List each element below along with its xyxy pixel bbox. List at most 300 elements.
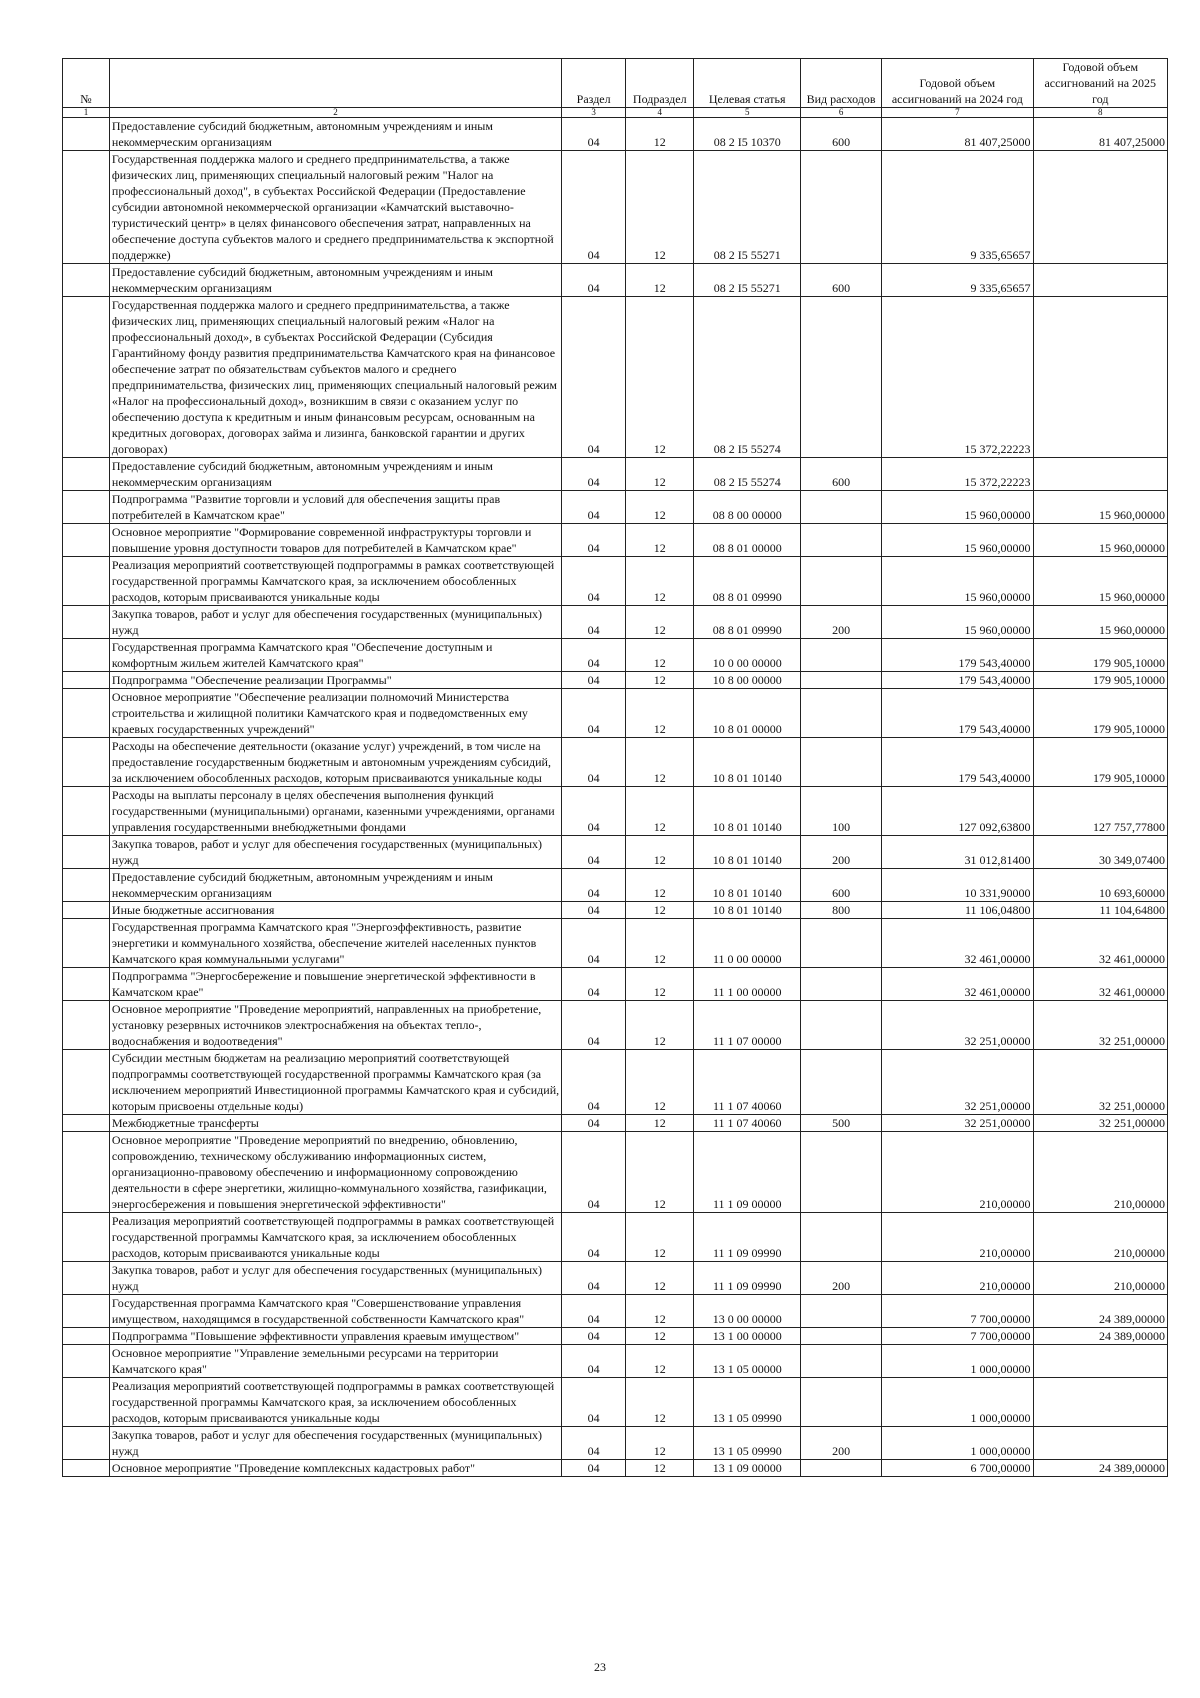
cell-index	[63, 902, 110, 919]
cell-index	[63, 1001, 110, 1050]
cell-target-article: 08 2 I5 55274	[694, 297, 801, 458]
cell-amount-2025: 179 905,10000	[1033, 639, 1167, 672]
table-row	[63, 902, 1168, 919]
cell-amount-2024: 15 960,00000	[882, 491, 1033, 524]
cell-section: 04	[562, 524, 626, 557]
table-row	[63, 297, 1168, 458]
cell-target-article: 11 1 09 09990	[694, 1262, 801, 1295]
cell-subsection: 12	[626, 458, 694, 491]
cell-section: 04	[562, 968, 626, 1001]
cell-name: Государственная программа Камчатского края "Обеспечение доступным и комфортным жильем жителей Камчатского края"	[109, 639, 561, 672]
cell-target-article: 08 2 I5 10370	[694, 118, 801, 151]
cell-name: Предоставление субсидий бюджетным, автономным учреждениям и иным некоммерческим организациям	[109, 869, 561, 902]
cell-index	[63, 1132, 110, 1213]
cell-index	[63, 1213, 110, 1262]
cell-amount-2024: 7 700,00000	[882, 1295, 1033, 1328]
cell-section: 04	[562, 787, 626, 836]
colnum: 7	[882, 108, 1033, 118]
cell-amount-2025: 179 905,10000	[1033, 672, 1167, 689]
cell-subsection: 12	[626, 491, 694, 524]
cell-subsection: 12	[626, 1460, 694, 1477]
cell-amount-2025: 24 389,00000	[1033, 1460, 1167, 1477]
cell-amount-2024: 32 251,00000	[882, 1050, 1033, 1115]
cell-amount-2025	[1033, 1345, 1167, 1378]
cell-name: Основное мероприятие "Проведение мероприятий по внедрению, обновлению, сопровождению, техническому обслуживанию информационных систем, организационно-правовому обеспечению и информационному сопровождению деятельности в сфере энергетики, жилищно-коммунального хозяйства, газификации, энергосбережения и повышения энергетической эффективности"	[109, 1132, 561, 1213]
cell-expense-type: 200	[801, 836, 882, 869]
cell-target-article: 08 2 I5 55271	[694, 151, 801, 264]
cell-expense-type	[801, 524, 882, 557]
cell-amount-2025	[1033, 151, 1167, 264]
cell-name: Предоставление субсидий бюджетным, автономным учреждениям и иным некоммерческим организациям	[109, 458, 561, 491]
cell-subsection: 12	[626, 1328, 694, 1345]
cell-target-article: 08 8 01 09990	[694, 557, 801, 606]
cell-amount-2024: 9 335,65657	[882, 151, 1033, 264]
cell-expense-type	[801, 1345, 882, 1378]
cell-name: Государственная поддержка малого и среднего предпринимательства, а также физических лиц, применяющих специальный налоговый режим "Налог на профессиональный доход", в субъектах Российской Федерации (Предоставление субсидии автономной некоммерческой организации «Камчатский выставочно-туристический центр» в целях финансового обеспечения затрат, направленных на обеспечение доступа субъектов малого и среднего предпринимательства к экспортной поддержке)	[109, 151, 561, 264]
cell-expense-type	[801, 491, 882, 524]
cell-section: 04	[562, 738, 626, 787]
cell-section: 04	[562, 1345, 626, 1378]
table-row	[63, 606, 1168, 639]
cell-subsection: 12	[626, 557, 694, 606]
cell-target-article: 13 1 09 00000	[694, 1460, 801, 1477]
cell-amount-2025: 32 461,00000	[1033, 968, 1167, 1001]
table-row	[63, 1378, 1168, 1427]
cell-name: Подпрограмма "Повышение эффективности управления краевым имуществом"	[109, 1328, 561, 1345]
cell-index	[63, 118, 110, 151]
cell-target-article: 08 8 00 00000	[694, 491, 801, 524]
cell-target-article: 11 1 09 09990	[694, 1213, 801, 1262]
cell-amount-2024: 1 000,00000	[882, 1427, 1033, 1460]
cell-expense-type: 600	[801, 458, 882, 491]
cell-amount-2025: 210,00000	[1033, 1213, 1167, 1262]
cell-subsection: 12	[626, 264, 694, 297]
colnum: 6	[801, 108, 882, 118]
cell-subsection: 12	[626, 118, 694, 151]
header-expense-type: Вид расходов	[801, 59, 882, 108]
cell-amount-2024: 10 331,90000	[882, 869, 1033, 902]
cell-amount-2024: 31 012,81400	[882, 836, 1033, 869]
cell-amount-2025: 15 960,00000	[1033, 524, 1167, 557]
cell-name: Реализация мероприятий соответствующей подпрограммы в рамках соответствующей государственной программы Камчатского края, за исключением обособленных расходов, которым присваиваются уникальные коды	[109, 1213, 561, 1262]
cell-amount-2025: 32 251,00000	[1033, 1050, 1167, 1115]
header-row	[63, 59, 1168, 108]
cell-expense-type: 600	[801, 869, 882, 902]
cell-index	[63, 639, 110, 672]
cell-subsection: 12	[626, 1378, 694, 1427]
cell-expense-type	[801, 672, 882, 689]
cell-name: Основное мероприятие "Проведение комплексных кадастровых работ"	[109, 1460, 561, 1477]
table-row	[63, 1115, 1168, 1132]
table-body	[63, 118, 1168, 1477]
cell-target-article: 08 2 I5 55274	[694, 458, 801, 491]
cell-target-article: 08 8 01 09990	[694, 606, 801, 639]
cell-expense-type: 200	[801, 606, 882, 639]
cell-amount-2025: 15 960,00000	[1033, 606, 1167, 639]
cell-expense-type: 200	[801, 1262, 882, 1295]
cell-expense-type	[801, 1378, 882, 1427]
cell-amount-2024: 210,00000	[882, 1262, 1033, 1295]
cell-subsection: 12	[626, 1345, 694, 1378]
cell-section: 04	[562, 297, 626, 458]
cell-subsection: 12	[626, 919, 694, 968]
cell-section: 04	[562, 869, 626, 902]
table-row	[63, 1213, 1168, 1262]
header-section: Раздел	[562, 59, 626, 108]
cell-expense-type: 100	[801, 787, 882, 836]
cell-amount-2024: 32 461,00000	[882, 968, 1033, 1001]
cell-section: 04	[562, 836, 626, 869]
cell-name: Закупка товаров, работ и услуг для обеспечения государственных (муниципальных) нужд	[109, 1427, 561, 1460]
cell-name: Основное мероприятие "Проведение мероприятий, направленных на приобретение, установку резервных источников электроснабжения на объектах тепло-, водоснабжения и водоотведения"	[109, 1001, 561, 1050]
cell-target-article: 11 1 07 40060	[694, 1050, 801, 1115]
cell-name: Основное мероприятие "Управление земельными ресурсами на территории Камчатского края"	[109, 1345, 561, 1378]
cell-expense-type	[801, 557, 882, 606]
cell-name: Предоставление субсидий бюджетным, автономным учреждениям и иным некоммерческим организациям	[109, 118, 561, 151]
cell-amount-2025: 15 960,00000	[1033, 491, 1167, 524]
cell-section: 04	[562, 689, 626, 738]
table-row	[63, 787, 1168, 836]
cell-section: 04	[562, 557, 626, 606]
cell-index	[63, 1345, 110, 1378]
cell-index	[63, 1460, 110, 1477]
table-row	[63, 458, 1168, 491]
cell-name: Межбюджетные трансферты	[109, 1115, 561, 1132]
cell-target-article: 11 1 07 00000	[694, 1001, 801, 1050]
table-row	[63, 1427, 1168, 1460]
cell-amount-2025	[1033, 297, 1167, 458]
cell-section: 04	[562, 1213, 626, 1262]
cell-target-article: 13 1 05 09990	[694, 1378, 801, 1427]
cell-target-article: 10 0 00 00000	[694, 639, 801, 672]
table-row	[63, 1328, 1168, 1345]
cell-expense-type	[801, 919, 882, 968]
cell-target-article: 11 1 07 40060	[694, 1115, 801, 1132]
cell-section: 04	[562, 1378, 626, 1427]
cell-subsection: 12	[626, 1427, 694, 1460]
cell-expense-type	[801, 297, 882, 458]
table-row	[63, 264, 1168, 297]
cell-name: Предоставление субсидий бюджетным, автономным учреждениям и иным некоммерческим организациям	[109, 264, 561, 297]
table-row	[63, 919, 1168, 968]
cell-amount-2024: 179 543,40000	[882, 689, 1033, 738]
table-row	[63, 869, 1168, 902]
table-row	[63, 639, 1168, 672]
table-row	[63, 1262, 1168, 1295]
cell-amount-2025: 10 693,60000	[1033, 869, 1167, 902]
cell-amount-2024: 15 960,00000	[882, 557, 1033, 606]
cell-expense-type	[801, 639, 882, 672]
cell-subsection: 12	[626, 639, 694, 672]
table-row	[63, 118, 1168, 151]
cell-amount-2025	[1033, 1427, 1167, 1460]
cell-target-article: 10 8 01 10140	[694, 787, 801, 836]
cell-index	[63, 919, 110, 968]
cell-amount-2025: 210,00000	[1033, 1262, 1167, 1295]
cell-index	[63, 672, 110, 689]
cell-index	[63, 491, 110, 524]
cell-target-article: 13 1 05 09990	[694, 1427, 801, 1460]
cell-subsection: 12	[626, 836, 694, 869]
cell-amount-2024: 7 700,00000	[882, 1328, 1033, 1345]
cell-subsection: 12	[626, 606, 694, 639]
cell-target-article: 10 8 01 00000	[694, 689, 801, 738]
header-name	[109, 59, 561, 108]
cell-amount-2024: 9 335,65657	[882, 264, 1033, 297]
cell-name: Реализация мероприятий соответствующей подпрограммы в рамках соответствующей государственной программы Камчатского края, за исключением обособленных расходов, которым присваиваются уникальные коды	[109, 1378, 561, 1427]
cell-expense-type: 500	[801, 1115, 882, 1132]
cell-section: 04	[562, 1328, 626, 1345]
cell-amount-2024: 32 461,00000	[882, 919, 1033, 968]
cell-expense-type	[801, 1213, 882, 1262]
cell-index	[63, 1378, 110, 1427]
cell-expense-type	[801, 1295, 882, 1328]
cell-name: Государственная программа Камчатского края "Совершенствование управления имуществом, находящимся в государственной собственности Камчатского края"	[109, 1295, 561, 1328]
cell-amount-2024: 179 543,40000	[882, 639, 1033, 672]
colnum: 2	[109, 108, 561, 118]
cell-amount-2025: 81 407,25000	[1033, 118, 1167, 151]
cell-amount-2025: 179 905,10000	[1033, 738, 1167, 787]
cell-target-article: 10 8 01 10140	[694, 869, 801, 902]
cell-subsection: 12	[626, 689, 694, 738]
table-row	[63, 151, 1168, 264]
cell-section: 04	[562, 1050, 626, 1115]
table-row	[63, 1050, 1168, 1115]
cell-expense-type	[801, 689, 882, 738]
header-no: №	[63, 59, 110, 108]
header-target: Целевая статья	[694, 59, 801, 108]
cell-index	[63, 458, 110, 491]
colnum: 5	[694, 108, 801, 118]
cell-section: 04	[562, 1115, 626, 1132]
cell-target-article: 10 8 01 10140	[694, 902, 801, 919]
cell-section: 04	[562, 1460, 626, 1477]
cell-name: Основное мероприятие "Обеспечение реализации полномочий Министерства строительства и жилищной политики Камчатского края и подведомственных ему краевых государственных учреждений"	[109, 689, 561, 738]
cell-amount-2024: 127 092,63800	[882, 787, 1033, 836]
cell-amount-2024: 210,00000	[882, 1213, 1033, 1262]
cell-name: Государственная поддержка малого и среднего предпринимательства, а также физических лиц, применяющих специальный налоговый режим «Налог на профессиональный доход», в субъектах Российской Федерации (Субсидия Гарантийному фонду развития предпринимательства Камчатского края на финансовое обеспечение затрат по обязательствам субъектов малого и среднего предпринимательства, физических лиц, применяющих специальный налоговый режим «Налог на профессиональный доход», возникшим в связи с оказанием услуг по обеспечению доступа к кредитным и иным финансовым ресурсам, основанным на кредитных договорах, договорах займа и лизинга, банковской гарантии и других договорах)	[109, 297, 561, 458]
cell-subsection: 12	[626, 1050, 694, 1115]
cell-index	[63, 297, 110, 458]
cell-amount-2024: 32 251,00000	[882, 1001, 1033, 1050]
cell-name: Подпрограмма "Обеспечение реализации Программы"	[109, 672, 561, 689]
cell-amount-2024: 81 407,25000	[882, 118, 1033, 151]
cell-index	[63, 787, 110, 836]
cell-name: Закупка товаров, работ и услуг для обеспечения государственных (муниципальных) нужд	[109, 1262, 561, 1295]
colnum: 3	[562, 108, 626, 118]
cell-subsection: 12	[626, 1001, 694, 1050]
cell-expense-type: 200	[801, 1427, 882, 1460]
cell-subsection: 12	[626, 297, 694, 458]
cell-subsection: 12	[626, 968, 694, 1001]
cell-index	[63, 606, 110, 639]
cell-amount-2025	[1033, 1378, 1167, 1427]
cell-target-article: 13 0 00 00000	[694, 1295, 801, 1328]
cell-subsection: 12	[626, 787, 694, 836]
cell-expense-type	[801, 738, 882, 787]
cell-amount-2025: 32 251,00000	[1033, 1115, 1167, 1132]
cell-amount-2024: 11 106,04800	[882, 902, 1033, 919]
cell-target-article: 11 1 00 00000	[694, 968, 801, 1001]
page-number: 23	[594, 1660, 606, 1674]
cell-amount-2024: 15 960,00000	[882, 606, 1033, 639]
cell-name: Расходы на выплаты персоналу в целях обеспечения выполнения функций государственными (муниципальными) органами, казенными учреждениями, органами управления государственными внебюджетными фондами	[109, 787, 561, 836]
cell-expense-type	[801, 1460, 882, 1477]
cell-section: 04	[562, 1427, 626, 1460]
cell-amount-2025: 24 389,00000	[1033, 1295, 1167, 1328]
cell-expense-type	[801, 968, 882, 1001]
cell-target-article: 11 1 09 00000	[694, 1132, 801, 1213]
cell-index	[63, 1328, 110, 1345]
cell-target-article: 11 0 00 00000	[694, 919, 801, 968]
cell-amount-2025: 32 461,00000	[1033, 919, 1167, 968]
cell-amount-2024: 179 543,40000	[882, 672, 1033, 689]
cell-expense-type	[801, 1050, 882, 1115]
cell-amount-2024: 15 372,22223	[882, 297, 1033, 458]
header-2024: Годовой объем ассигнований на 2024 год	[882, 59, 1033, 108]
header-2025: Годовой объем ассигнований на 2025 год	[1033, 59, 1167, 108]
table-row	[63, 524, 1168, 557]
cell-expense-type	[801, 1001, 882, 1050]
cell-target-article: 10 8 01 10140	[694, 738, 801, 787]
cell-index	[63, 836, 110, 869]
cell-subsection: 12	[626, 869, 694, 902]
table-row	[63, 1345, 1168, 1378]
table-row	[63, 491, 1168, 524]
cell-subsection: 12	[626, 1213, 694, 1262]
cell-target-article: 10 8 01 10140	[694, 836, 801, 869]
cell-subsection: 12	[626, 902, 694, 919]
cell-subsection: 12	[626, 1115, 694, 1132]
cell-section: 04	[562, 919, 626, 968]
cell-section: 04	[562, 902, 626, 919]
cell-index	[63, 524, 110, 557]
cell-index	[63, 968, 110, 1001]
cell-name: Основное мероприятие "Формирование современной инфраструктуры торговли и повышение уровня доступности товаров для потребителей в Камчатском крае"	[109, 524, 561, 557]
cell-amount-2025: 210,00000	[1033, 1132, 1167, 1213]
cell-index	[63, 1050, 110, 1115]
cell-index	[63, 1295, 110, 1328]
cell-target-article: 13 1 00 00000	[694, 1328, 801, 1345]
cell-amount-2025	[1033, 264, 1167, 297]
cell-amount-2024: 179 543,40000	[882, 738, 1033, 787]
header-subsection: Подраздел	[626, 59, 694, 108]
table-row	[63, 672, 1168, 689]
cell-section: 04	[562, 118, 626, 151]
cell-amount-2024: 32 251,00000	[882, 1115, 1033, 1132]
cell-name: Субсидии местным бюджетам на реализацию мероприятий соответствующей подпрограммы соответствующей государственной программы Камчатского края (за исключением мероприятий Инвестиционной программы Камчатского края и субсидий, которым присвоены отдельные коды)	[109, 1050, 561, 1115]
table-row	[63, 689, 1168, 738]
table-row	[63, 1295, 1168, 1328]
cell-section: 04	[562, 458, 626, 491]
cell-section: 04	[562, 1262, 626, 1295]
cell-amount-2025: 30 349,07400	[1033, 836, 1167, 869]
cell-amount-2025	[1033, 458, 1167, 491]
cell-amount-2025: 24 389,00000	[1033, 1328, 1167, 1345]
table-row	[63, 557, 1168, 606]
cell-section: 04	[562, 491, 626, 524]
cell-subsection: 12	[626, 1132, 694, 1213]
column-number-row	[63, 108, 1168, 118]
cell-index	[63, 557, 110, 606]
cell-index	[63, 1115, 110, 1132]
cell-name: Иные бюджетные ассигнования	[109, 902, 561, 919]
cell-amount-2024: 1 000,00000	[882, 1345, 1033, 1378]
table-row	[63, 968, 1168, 1001]
cell-subsection: 12	[626, 524, 694, 557]
colnum: 1	[63, 108, 110, 118]
cell-index	[63, 738, 110, 787]
cell-expense-type: 800	[801, 902, 882, 919]
cell-amount-2025: 179 905,10000	[1033, 689, 1167, 738]
cell-name: Реализация мероприятий соответствующей подпрограммы в рамках соответствующей государственной программы Камчатского края, за исключением обособленных расходов, которым присваиваются уникальные коды	[109, 557, 561, 606]
cell-name: Подпрограмма "Энергосбережение и повышение энергетической эффективности в Камчатском крае"	[109, 968, 561, 1001]
cell-amount-2024: 15 960,00000	[882, 524, 1033, 557]
cell-amount-2024: 15 372,22223	[882, 458, 1033, 491]
colnum: 8	[1033, 108, 1167, 118]
cell-expense-type: 600	[801, 118, 882, 151]
cell-target-article: 10 8 00 00000	[694, 672, 801, 689]
cell-section: 04	[562, 1001, 626, 1050]
cell-amount-2025: 11 104,64800	[1033, 902, 1167, 919]
cell-name: Государственная программа Камчатского края "Энергоэффективность, развитие энергетики и коммунального хозяйства, обеспечение жителей населенных пунктов Камчатского края коммунальными услугами"	[109, 919, 561, 968]
cell-expense-type	[801, 1328, 882, 1345]
colnum: 4	[626, 108, 694, 118]
cell-amount-2024: 1 000,00000	[882, 1378, 1033, 1427]
cell-subsection: 12	[626, 672, 694, 689]
cell-index	[63, 869, 110, 902]
cell-section: 04	[562, 606, 626, 639]
cell-target-article: 13 1 05 00000	[694, 1345, 801, 1378]
cell-amount-2024: 6 700,00000	[882, 1460, 1033, 1477]
cell-expense-type: 600	[801, 264, 882, 297]
cell-name: Подпрограмма "Развитие торговли и условий для обеспечения защиты прав потребителей в Камчатском крае"	[109, 491, 561, 524]
table-row	[63, 738, 1168, 787]
cell-section: 04	[562, 264, 626, 297]
cell-subsection: 12	[626, 151, 694, 264]
cell-expense-type	[801, 151, 882, 264]
cell-index	[63, 689, 110, 738]
cell-section: 04	[562, 1132, 626, 1213]
budget-table	[62, 58, 1168, 1477]
cell-expense-type	[801, 1132, 882, 1213]
cell-amount-2025: 15 960,00000	[1033, 557, 1167, 606]
table-row	[63, 1001, 1168, 1050]
cell-section: 04	[562, 151, 626, 264]
cell-section: 04	[562, 1295, 626, 1328]
cell-name: Расходы на обеспечение деятельности (оказание услуг) учреждений, в том числе на предоставление государственным бюджетным и автономным учреждениям субсидий, за исключением обособленных расходов, которым присваиваются уникальные коды	[109, 738, 561, 787]
table-row	[63, 1460, 1168, 1477]
cell-amount-2025: 127 757,77800	[1033, 787, 1167, 836]
cell-target-article: 08 2 I5 55271	[694, 264, 801, 297]
cell-name: Закупка товаров, работ и услуг для обеспечения государственных (муниципальных) нужд	[109, 606, 561, 639]
cell-amount-2024: 210,00000	[882, 1132, 1033, 1213]
cell-section: 04	[562, 639, 626, 672]
table-row	[63, 836, 1168, 869]
cell-section: 04	[562, 672, 626, 689]
cell-target-article: 08 8 01 00000	[694, 524, 801, 557]
table-row	[63, 1132, 1168, 1213]
cell-name: Закупка товаров, работ и услуг для обеспечения государственных (муниципальных) нужд	[109, 836, 561, 869]
cell-index	[63, 264, 110, 297]
cell-subsection: 12	[626, 1295, 694, 1328]
cell-amount-2025: 32 251,00000	[1033, 1001, 1167, 1050]
cell-index	[63, 1427, 110, 1460]
cell-index	[63, 151, 110, 264]
cell-index	[63, 1262, 110, 1295]
cell-subsection: 12	[626, 1262, 694, 1295]
cell-subsection: 12	[626, 738, 694, 787]
